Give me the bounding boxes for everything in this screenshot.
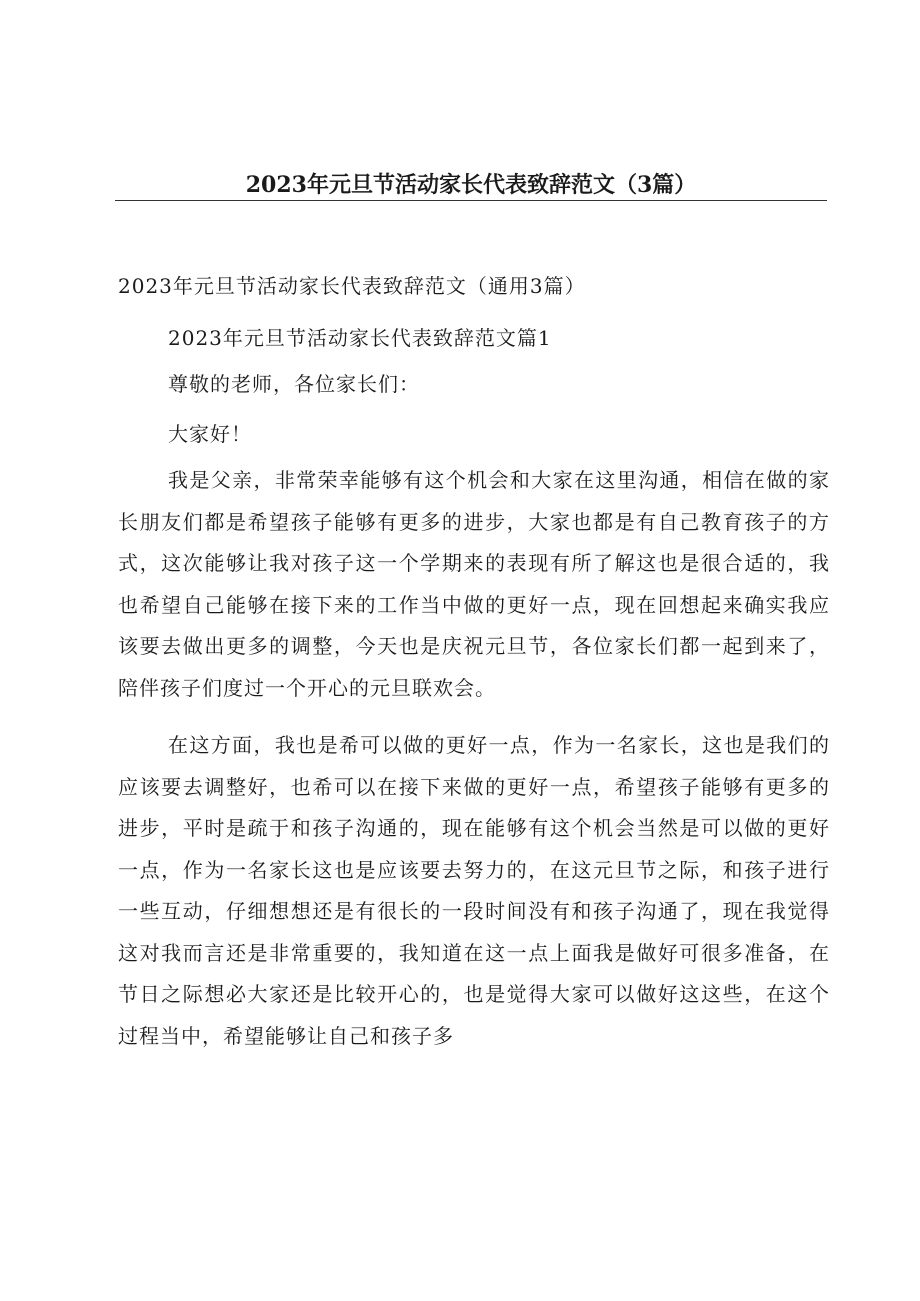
- body-text: [118, 460, 830, 1057]
- document-title: 2023年元旦节活动家长代表致辞范文（3篇）: [245, 172, 697, 198]
- paragraph-2: 在这方面，我也是希可以做的更好一点，作为一名家长，这也是我们的应该要去调整好，也希可以在接下来做的更好一点，希望孩子能够有更多的进步，平时是疏于和孩子沟通的，现在能够有这个机会当然是可以做的更好一点，作为一名家长这也是应该要去努力的，在这元旦节之际，和孩子进行一些互动，仔细想想还是有很长的一段时间没有和孩子沟通了，现在我觉得这对我而言还是非常重要的，我知道在这一点上面我是做好可很多准备，在节日之际想必大家还是比较开心的，也是觉得大家可以做好这这些，在这个过程当中，希望能够让自己和孩子多: [118, 733, 830, 1048]
- paragraph-1: 我是父亲，非常荣幸能够有这个机会和大家在这里沟通，相信在做的家长朋友们都是希望孩子能够有更多的进步，大家也都是有自己教育孩子的方式，这次能够让我对孩子这一个学期来的表现有所了解这也是很合适的，我也希望自己能够在接下来的工作当中做的更好一点，现在回想起来确实我应该要去做出更多的调整，今天也是庆祝元旦节，各位家长们都一起到来了，陪伴孩子们度过一个开心的元旦联欢会。: [118, 468, 830, 700]
- greeting: 大家好！: [168, 422, 252, 446]
- title-underline: [115, 200, 827, 201]
- salutation: 尊敬的老师，各位家长们：: [168, 372, 420, 396]
- document-subtitle: 2023年元旦节活动家长代表致辞范文（通用3篇）: [118, 274, 586, 298]
- section-heading: 2023年元旦节活动家长代表致辞范文篇1: [168, 326, 552, 350]
